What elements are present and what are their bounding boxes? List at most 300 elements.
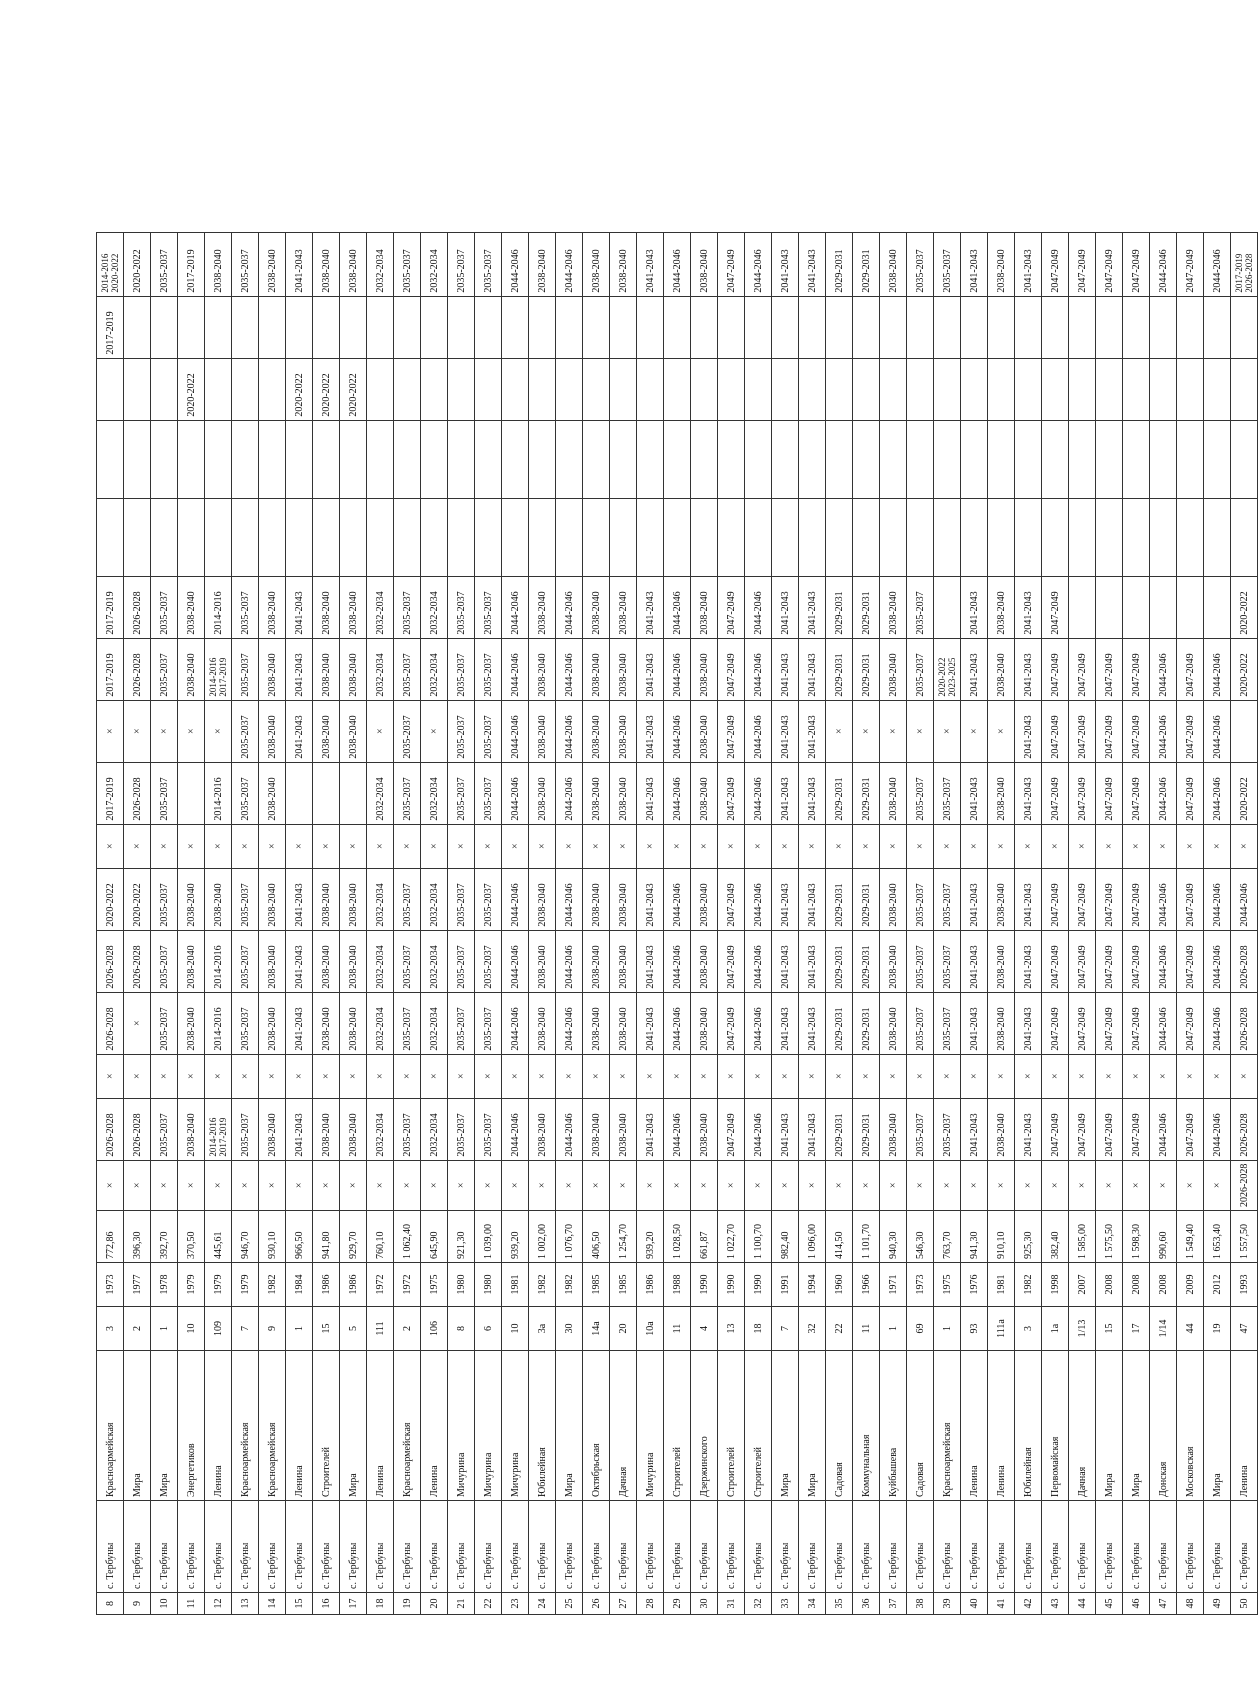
table-row [205,232,232,1614]
table-cell: 2041-2043 [637,700,664,762]
table-cell: 2035-2037 [448,700,475,762]
table-cell [880,296,907,358]
table-row [1123,232,1150,1614]
table-cell: с. Тербуны [583,1501,610,1593]
table-cell: 2026-2028 [124,762,151,824]
table-cell: 2026-2028 [124,576,151,638]
table-cell: 93 [961,1307,988,1351]
table-cell [1177,576,1204,638]
table-cell: × [1069,1054,1096,1098]
table-cell: 2044-2046 [556,1098,583,1160]
table-cell: 2047-2049 [1123,700,1150,762]
table-cell: 2047-2049 [718,868,745,930]
table-cell: 44 [1069,1593,1096,1615]
table-cell: 2038-2040 [259,700,286,762]
table-cell: 8 [97,1593,124,1615]
table-row [1177,232,1204,1614]
table-cell: × [610,824,637,868]
table-cell: Ленина [205,1351,232,1501]
table-row [151,232,178,1614]
table-cell: Ленина [286,1351,313,1501]
table-row [745,232,772,1614]
table-cell [124,296,151,358]
table-cell: 1986 [313,1263,340,1307]
table-cell: × [259,1160,286,1210]
table-cell: 2047-2049 [1042,1098,1069,1160]
table-cell [988,498,1015,576]
table-cell [232,498,259,576]
table-cell: 2038-2040 [529,638,556,700]
table-cell: 2038-2040 [259,1098,286,1160]
table-cell: 1981 [988,1263,1015,1307]
table-cell: 2029-2031 [853,762,880,824]
table-cell: 50 [1231,1593,1258,1615]
table-cell: с. Тербуны [448,1501,475,1593]
table-cell: 2035-2037 [934,868,961,930]
table-row [718,232,745,1614]
table-cell: 1988 [664,1263,691,1307]
table-cell: 2038-2040 [205,868,232,930]
table-cell: 2044-2046 [1150,868,1177,930]
table-cell: 2044-2046 [502,992,529,1054]
table-cell: 49 [1204,1593,1231,1615]
table-cell: 2044-2046 [745,1098,772,1160]
table-cell: 1 575,50 [1096,1211,1123,1263]
table-cell: с. Тербуны [178,1501,205,1593]
table-cell: × [1042,1160,1069,1210]
table-cell: 2044-2046 [664,638,691,700]
table-cell: 1 022,70 [718,1211,745,1263]
table-cell: 2038-2040 [988,930,1015,992]
table-cell [583,420,610,498]
table-cell [826,358,853,420]
table-cell [286,296,313,358]
table-cell: × [232,824,259,868]
table-cell [610,296,637,358]
table-cell: × [880,1160,907,1210]
table-row [799,232,826,1614]
table-cell: 1980 [448,1263,475,1307]
table-row [259,232,286,1614]
table-cell: 3 [97,1307,124,1351]
table-cell [367,498,394,576]
table-cell [637,358,664,420]
table-cell: × [637,1054,664,1098]
table-cell [448,498,475,576]
table-cell: 111а [988,1307,1015,1351]
table-cell: 1982 [529,1263,556,1307]
table-cell: 2038-2040 [583,232,610,296]
table-cell: Юбилейная [529,1351,556,1501]
table-cell: 1 096,00 [799,1211,826,1263]
table-cell: × [475,1054,502,1098]
table-cell: 17 [1123,1307,1150,1351]
table-cell: 1990 [718,1263,745,1307]
table-cell: 2047-2049 [1069,232,1096,296]
table-cell: 2041-2043 [1015,868,1042,930]
table-cell: 2032-2034 [421,762,448,824]
table-cell: 12 [205,1593,232,1615]
table-cell [475,420,502,498]
table-cell: 2029-2031 [826,638,853,700]
table-cell: с. Тербуны [961,1501,988,1593]
table-cell [934,358,961,420]
table-cell: 2035-2037 [151,576,178,638]
table-cell: 2032-2034 [367,992,394,1054]
table-cell: 2038-2040 [583,762,610,824]
table-cell [988,358,1015,420]
table-cell: Строителей [664,1351,691,1501]
table-cell: Садовая [907,1351,934,1501]
table-cell [232,420,259,498]
table-cell: 2038-2040 [529,930,556,992]
table-cell: 1 598,30 [1123,1211,1150,1263]
table-cell: 2044-2046 [1204,638,1231,700]
table-cell [340,296,367,358]
table-cell: 2047-2049 [1069,762,1096,824]
table-cell: 2035-2037 [475,638,502,700]
table-cell: 2038-2040 [610,992,637,1054]
table-cell: 1 653,40 [1204,1211,1231,1263]
table-cell [961,498,988,576]
table-cell: 1 254,70 [610,1211,637,1263]
table-cell: 2041-2043 [961,638,988,700]
table-cell: 2047-2049 [1123,1098,1150,1160]
table-cell: 2044-2046 [1231,868,1258,930]
table-cell [583,296,610,358]
table-cell [637,296,664,358]
table-cell: Мира [799,1351,826,1501]
table-cell: 414,50 [826,1211,853,1263]
table-cell: Мира [1096,1351,1123,1501]
table-cell [1231,700,1258,762]
table-cell: 2047-2049 [1042,762,1069,824]
table-cell: Мичурина [475,1351,502,1501]
table-cell [1204,576,1231,638]
table-cell: × [502,824,529,868]
table-cell: 2041-2043 [637,232,664,296]
table-cell: × [907,824,934,868]
table-cell: 2041-2043 [1015,930,1042,992]
table-cell: × [1015,824,1042,868]
table-cell [691,420,718,498]
table-cell: 925,30 [1015,1211,1042,1263]
table-cell: 939,20 [637,1211,664,1263]
table-cell: 2047-2049 [1123,992,1150,1054]
table-cell: с. Тербуны [1231,1501,1258,1593]
table-cell: × [367,1054,394,1098]
table-cell [232,358,259,420]
table-row [421,232,448,1614]
table-cell: 1971 [880,1263,907,1307]
table-cell: 2038-2040 [880,868,907,930]
table-cell: 2047-2049 [1042,638,1069,700]
table-cell [934,296,961,358]
table-cell: 2041-2043 [637,638,664,700]
table-cell: Красноармейская [394,1351,421,1501]
table-cell: 2014-2016 2017-2019 [205,1098,232,1160]
table-cell: 2044-2046 [502,576,529,638]
table-cell: с. Тербуны [502,1501,529,1593]
table-cell: 13 [232,1593,259,1615]
table-cell: × [340,1054,367,1098]
table-cell: × [286,1054,313,1098]
table-cell: × [178,700,205,762]
table-cell: 2026-2028 [1231,930,1258,992]
table-cell: 2038-2040 [610,868,637,930]
table-cell: 2038-2040 [988,576,1015,638]
table-cell [1150,296,1177,358]
table-cell: 2038-2040 [880,930,907,992]
table-cell: 28 [637,1593,664,1615]
table-cell: 2038-2040 [691,232,718,296]
table-cell: 1973 [97,1263,124,1307]
table-cell: 2035-2037 [232,576,259,638]
table-cell [394,498,421,576]
table-cell: с. Тербуны [151,1501,178,1593]
table-cell: Мичурина [502,1351,529,1501]
table-cell: с. Тербуны [1150,1501,1177,1593]
table-cell: × [799,1054,826,1098]
table-cell [448,296,475,358]
table-cell: 2041-2043 [961,868,988,930]
table-cell: 2044-2046 [1150,232,1177,296]
table-cell: 2044-2046 [1150,930,1177,992]
table-cell [394,296,421,358]
table-cell: 2044-2046 [1204,232,1231,296]
table-cell: × [934,824,961,868]
table-cell: 2035-2037 [934,762,961,824]
table-cell: с. Тербуны [1015,1501,1042,1593]
table-cell: 2026-2028 [1231,1160,1258,1210]
table-cell [259,420,286,498]
table-cell: 2041-2043 [286,638,313,700]
table-cell: 1/13 [1069,1307,1096,1351]
table-cell: 2038-2040 [340,232,367,296]
table-cell [907,420,934,498]
table-cell: × [637,1160,664,1210]
table-cell: Октябрьская [583,1351,610,1501]
table-cell [1096,498,1123,576]
table-cell: × [421,700,448,762]
table-cell: × [124,1160,151,1210]
table-cell: Мира [772,1351,799,1501]
table-cell: 940,30 [880,1211,907,1263]
table-cell: 2035-2037 [907,232,934,296]
table-cell: 2038-2040 [610,762,637,824]
table-cell [124,498,151,576]
table-cell: 1986 [340,1263,367,1307]
table-cell: 1975 [934,1263,961,1307]
table-cell: 2044-2046 [664,232,691,296]
table-cell: 1975 [421,1263,448,1307]
table-cell [907,296,934,358]
table-row [853,232,880,1614]
table-cell: × [610,1054,637,1098]
table-row [448,232,475,1614]
table-cell: 2041-2043 [1015,576,1042,638]
table-cell: 396,30 [124,1211,151,1263]
table-cell: 2041-2043 [637,762,664,824]
table-cell: × [556,1054,583,1098]
table-row [313,232,340,1614]
table-cell: 5 [340,1307,367,1351]
table-cell: 2038-2040 [529,992,556,1054]
table-cell: 966,50 [286,1211,313,1263]
table-cell: 2038-2040 [988,992,1015,1054]
table-cell: 2041-2043 [1015,700,1042,762]
table-cell [1015,358,1042,420]
table-cell: с. Тербуны [1096,1501,1123,1593]
table-row [691,232,718,1614]
table-cell [772,296,799,358]
table-cell [421,296,448,358]
table-cell [1231,498,1258,576]
table-cell: 2014-2016 [205,930,232,992]
table-cell: × [745,824,772,868]
table-cell: 2029-2031 [826,232,853,296]
table-cell: 2035-2037 [448,930,475,992]
table-cell: 2032-2034 [421,992,448,1054]
table-cell: 1981 [502,1263,529,1307]
table-cell: 2041-2043 [286,576,313,638]
table-cell: 2038-2040 [583,930,610,992]
table-cell: 1993 [1231,1263,1258,1307]
table-cell: с. Тербуны [556,1501,583,1593]
table-cell: 45 [1096,1593,1123,1615]
table-cell: 2026-2028 [124,930,151,992]
table-cell [1069,296,1096,358]
table-cell: × [583,1160,610,1210]
table-cell: 2044-2046 [1204,930,1231,992]
table-cell: 2038-2040 [583,1098,610,1160]
table-cell [745,498,772,576]
table-cell: 2044-2046 [502,232,529,296]
table-cell [313,498,340,576]
table-cell: 2038-2040 [340,992,367,1054]
table-cell [286,762,313,824]
table-cell: 15 [286,1593,313,1615]
table-cell [97,498,124,576]
table-row [610,232,637,1614]
table-cell: 2020-2022 [1231,576,1258,638]
table-cell: 2038-2040 [529,232,556,296]
table-cell: 406,50 [583,1211,610,1263]
table-cell: с. Тербуны [286,1501,313,1593]
table-cell: 30 [691,1593,718,1615]
table-cell: 1973 [907,1263,934,1307]
table-cell: 1 [934,1307,961,1351]
table-cell: с. Тербуны [799,1501,826,1593]
table-cell [367,296,394,358]
table-cell: 10 [151,1593,178,1615]
table-cell: 2035-2037 [475,700,502,762]
table-cell: × [1150,1160,1177,1210]
table-cell: 2020-2022 [1231,762,1258,824]
table-cell: 23 [502,1593,529,1615]
table-cell: 2038-2040 [583,700,610,762]
table-cell: × [205,700,232,762]
table-row [97,232,124,1614]
table-cell: 2038-2040 [529,1098,556,1160]
table-cell: 2035-2037 [232,232,259,296]
table-row [367,232,394,1614]
table-cell: × [1096,1160,1123,1210]
table-cell: 2041-2043 [799,930,826,992]
table-cell: 2044-2046 [745,232,772,296]
table-cell: 2035-2037 [151,992,178,1054]
table-cell: 2038-2040 [610,700,637,762]
table-cell: 2026-2028 [1231,992,1258,1054]
table-cell: с. Тербуны [853,1501,880,1593]
table-cell: с. Тербуны [421,1501,448,1593]
table-row [988,232,1015,1614]
table-cell: 2035-2037 [394,930,421,992]
table-cell [826,420,853,498]
table-row [124,232,151,1614]
table-cell: × [151,1054,178,1098]
table-cell: 2035-2037 [394,576,421,638]
table-cell: 2047-2049 [1177,232,1204,296]
table-cell: 2038-2040 [691,1098,718,1160]
table-cell [1096,576,1123,638]
table-cell: 2041-2043 [286,930,313,992]
table-cell [1231,358,1258,420]
table-cell: 2044-2046 [556,700,583,762]
table-cell: 2032-2034 [421,1098,448,1160]
table-cell: 2009 [1177,1263,1204,1307]
table-cell [259,296,286,358]
table-row [529,232,556,1614]
table-cell: × [556,1160,583,1210]
table-cell: 2017-2019 2026-2028 [1231,232,1258,296]
table-cell: 2032-2034 [421,232,448,296]
table-cell: 14а [583,1307,610,1351]
table-cell [124,358,151,420]
table-cell [907,358,934,420]
table-cell: 2035-2037 [151,762,178,824]
table-cell: × [583,824,610,868]
table-cell: 2038-2040 [313,232,340,296]
table-cell [1177,296,1204,358]
table-cell: × [205,824,232,868]
table-cell [664,358,691,420]
table-cell: × [1177,1054,1204,1098]
table-cell [637,498,664,576]
table-cell: 2044-2046 [556,638,583,700]
table-cell: Ленина [421,1351,448,1501]
table-cell: 29 [664,1593,691,1615]
table-cell: × [1096,1054,1123,1098]
table-cell: Красноармейская [259,1351,286,1501]
table-cell [1177,420,1204,498]
table-cell: 1960 [826,1263,853,1307]
table-cell [988,420,1015,498]
table-cell: × [934,1054,961,1098]
table-cell: 1979 [205,1263,232,1307]
table-row [961,232,988,1614]
table-cell: 2038-2040 [583,868,610,930]
table-cell: 2044-2046 [664,762,691,824]
table-cell: × [1150,824,1177,868]
table-cell: 1979 [232,1263,259,1307]
table-cell: 2044-2046 [745,868,772,930]
table-cell: 2041-2043 [799,638,826,700]
table-cell: × [232,1054,259,1098]
table-cell: × [259,824,286,868]
table-cell: 37 [880,1593,907,1615]
table-cell: 2020-2022 [124,868,151,930]
